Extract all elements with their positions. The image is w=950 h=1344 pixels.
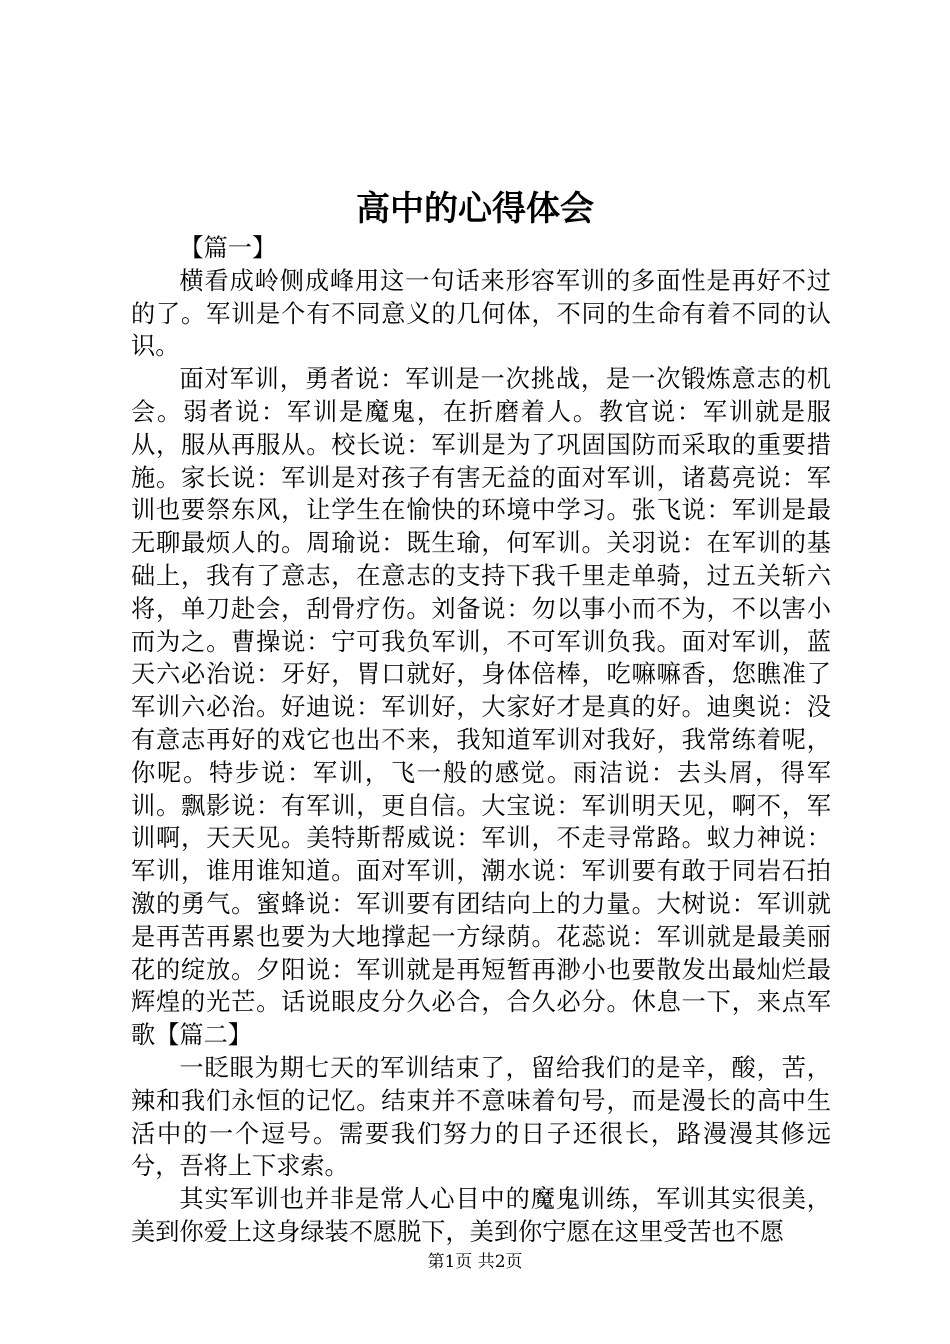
paragraph: 一眨眼为期七天的军训结束了，留给我们的是辛，酸，苦，辣和我们永恒的记忆。结束并不意味着句号，而是漫长的高中生活中的一个逗号。需要我们努力的日子还很长，路漫漫其修远兮，吾将上下求索。 bbox=[131, 1053, 831, 1181]
paragraph: 横看成岭侧成峰用这一句话来形容军训的多面性是再好不过的了。军训是个有不同意义的几何体，不同的生命有着不同的认识。 bbox=[131, 266, 831, 361]
document-title: 高中的心得体会 bbox=[356, 189, 594, 229]
paragraph: 其实军训也并非是常人心目中的魔鬼训练，军训其实很美，美到你爱上这身绿装不愿脱下，美到你宁愿在这里受苦也不愿 bbox=[131, 1185, 831, 1246]
page-number-footer: 第1页 共2页 bbox=[427, 1252, 523, 1272]
section-heading: 【篇一】 bbox=[179, 234, 277, 262]
paragraph: 面对军训，勇者说：军训是一次挑战，是一次锻炼意志的机会。弱者说：军训是魔鬼，在折磨着人。教官说：军训就是服从，服从再服从。校长说：军训是为了巩固国防而采取的重要措施。家长说：军训是对孩子有害无益的面对军训，诸葛亮说：军训也要祭东风，让学生在愉快的环境中学习。张飞说：军训是最无聊最烦人的。周瑜说：既生瑜，何军训。关羽说：在军训的基础上，我有了意志，在意志的支持下我千里走单骑，过五关斩六将，单刀赴会，刮骨疗伤。刘备说：勿以事小而不为，不以害小而为之。曹操说：宁可我负军训，不可军训负我。面对军训，蓝天六必治说：牙好，胃口就好，身体倍棒，吃嘛嘛香，您瞧准了军训六必治。好迪说：军训好，大家好才是真的好。迪奥说：没有意志再好的戏它也出不来，我知道军训对我好，我常练着呢，你呢。特步说：军训，飞一般的感觉。雨洁说：去头屑，得军训。飘影说：有军训，更自信。大宝说：军训明天见，啊不，军训啊，天天见。美特斯帮威说：军训，不走寻常路。蚁力神说：军训，谁用谁知道。面对军训，潮水说：军训要有敢于同岩石拍激的勇气。蜜蜂说：军训要有团结向上的力量。大树说：军训就是再苦再累也要为大地撑起一方绿荫。花蕊说：军训就是最美丽花的绽放。夕阳说：军训就是再短暂再渺小也要散发出最灿烂最辉煌的光芒。话说眼皮分久必合，合久必分。休息一下，来点军歌【篇二】 bbox=[131, 365, 831, 1050]
document-body bbox=[131, 232, 831, 1249]
